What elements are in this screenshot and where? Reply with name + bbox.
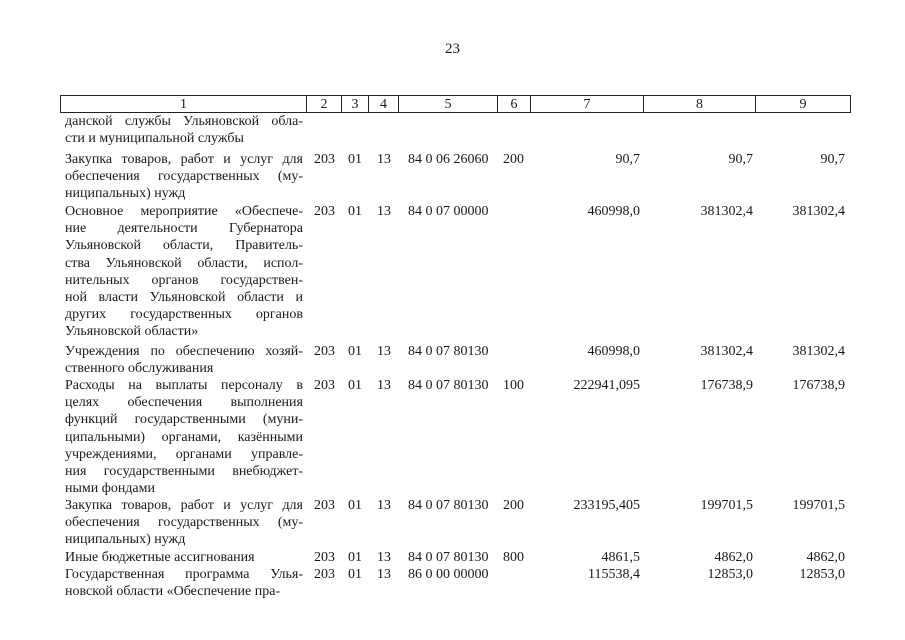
cell-c3: 01 xyxy=(348,204,362,219)
cell-c5: 86 0 00 00000 xyxy=(408,567,489,582)
cell-c9: 381302,4 xyxy=(792,344,845,359)
description-line: ниципальных) нужд xyxy=(65,186,186,202)
description-line: ниципальных) нужд xyxy=(65,532,186,548)
description-line: целях обеспечения выполнения xyxy=(65,395,303,411)
description-line: ния государственными внебюджет- xyxy=(65,464,303,480)
cell-c3: 01 xyxy=(348,344,362,359)
cell-c9: 199701,5 xyxy=(792,498,845,513)
description-line: ние деятельности Губернатора xyxy=(65,221,303,237)
description-line: обеспечения государственных (му- xyxy=(65,515,303,531)
cell-c7: 460998,0 xyxy=(587,204,640,219)
cell-c2: 203 xyxy=(314,152,335,167)
description-line: новской области «Обеспечение пра- xyxy=(65,584,281,600)
cell-c3: 01 xyxy=(348,498,362,513)
cell-c8: 176738,9 xyxy=(700,378,753,393)
description-line: ной власти Ульяновской области и xyxy=(65,290,303,306)
row-description xyxy=(65,549,303,566)
cell-c7: 460998,0 xyxy=(587,344,640,359)
row-description xyxy=(65,566,303,600)
cell-c7: 90,7 xyxy=(615,152,640,167)
cell-c8: 199701,5 xyxy=(700,498,753,513)
description-line: других государственных органов xyxy=(65,307,303,323)
description-line: ципальными) органами, казёнными xyxy=(65,429,303,445)
cell-c7: 222941,095 xyxy=(573,378,640,393)
header-col-9: 9 xyxy=(755,95,851,113)
cell-c5: 84 0 07 80130 xyxy=(408,498,489,513)
header-col-7: 7 xyxy=(530,95,644,113)
header-col-8: 8 xyxy=(643,95,756,113)
cell-c5: 84 0 07 80130 xyxy=(408,550,489,565)
description-line: Учреждения по обеспечению хозяй- xyxy=(65,344,303,359)
cell-c5: 84 0 07 00000 xyxy=(408,204,489,219)
row-description xyxy=(65,343,303,377)
header-col-6: 6 xyxy=(497,95,531,113)
description-line: Основное мероприятие «Обеспече- xyxy=(65,204,303,219)
cell-c9: 4862,0 xyxy=(806,550,845,565)
cell-c4: 13 xyxy=(377,498,391,513)
header-col-3: 3 xyxy=(341,95,369,113)
header-col-2: 2 xyxy=(306,95,342,113)
cell-c7: 233195,405 xyxy=(573,498,640,513)
cell-c2: 203 xyxy=(314,498,335,513)
row-description xyxy=(65,377,303,497)
cell-c9: 176738,9 xyxy=(792,378,845,393)
cell-c2: 203 xyxy=(314,567,335,582)
description-line: Государственная программа Улья- xyxy=(65,567,303,582)
description-line: обеспечения государственных (му- xyxy=(65,169,303,185)
description-line: ственного обслуживания xyxy=(65,361,214,377)
cell-c3: 01 xyxy=(348,378,362,393)
row-description xyxy=(65,151,303,203)
cell-c2: 203 xyxy=(314,344,335,359)
cell-c8: 381302,4 xyxy=(700,204,753,219)
header-col-4: 4 xyxy=(368,95,399,113)
cell-c4: 13 xyxy=(377,550,391,565)
cell-c4: 13 xyxy=(377,567,391,582)
cell-c6: 800 xyxy=(503,550,524,565)
cell-c6: 100 xyxy=(503,378,524,393)
cell-c6: 200 xyxy=(503,498,524,513)
cell-c7: 115538,4 xyxy=(588,567,640,582)
cell-c2: 203 xyxy=(314,378,335,393)
cell-c4: 13 xyxy=(377,152,391,167)
cell-c4: 13 xyxy=(377,378,391,393)
description-line: ными фондами xyxy=(65,481,156,497)
cell-c8: 4862,0 xyxy=(714,550,753,565)
row-description xyxy=(65,113,303,147)
cell-c3: 01 xyxy=(348,550,362,565)
description-line: ства Ульяновской области, испол- xyxy=(65,255,303,271)
cell-c6: 200 xyxy=(503,152,524,167)
header-col-5: 5 xyxy=(398,95,498,113)
cell-c5: 84 0 06 26060 xyxy=(408,152,489,167)
description-line: Расходы на выплаты персоналу в xyxy=(65,378,303,393)
cell-c7: 4861,5 xyxy=(601,550,640,565)
row-description xyxy=(65,497,303,549)
description-line: Закупка товаров, работ и услуг для xyxy=(65,152,303,167)
cell-c9: 90,7 xyxy=(820,152,845,167)
page-number: 23 xyxy=(445,41,460,57)
cell-c4: 13 xyxy=(377,204,391,219)
cell-c3: 01 xyxy=(348,152,362,167)
cell-c8: 12853,0 xyxy=(707,567,753,582)
cell-c9: 381302,4 xyxy=(792,204,845,219)
description-line: данской службы Ульяновской обла- xyxy=(65,114,303,129)
description-line: функций государственными (муни- xyxy=(65,412,303,428)
cell-c2: 203 xyxy=(314,550,335,565)
header-col-1: 1 xyxy=(60,95,307,113)
row-description xyxy=(65,203,303,341)
cell-c2: 203 xyxy=(314,204,335,219)
cell-c3: 01 xyxy=(348,567,362,582)
cell-c5: 84 0 07 80130 xyxy=(408,344,489,359)
description-line: учреждениями, органами управле- xyxy=(65,446,303,462)
description-line: Ульяновской области» xyxy=(65,324,199,340)
description-line: нительных органов государствен- xyxy=(65,272,303,288)
cell-c8: 90,7 xyxy=(728,152,753,167)
cell-c4: 13 xyxy=(377,344,391,359)
cell-c9: 12853,0 xyxy=(799,567,845,582)
description-line: Закупка товаров, работ и услуг для xyxy=(65,498,303,513)
description-line: Иные бюджетные ассигнования xyxy=(65,550,255,565)
cell-c8: 381302,4 xyxy=(700,344,753,359)
description-line: сти и муниципальной службы xyxy=(65,131,244,147)
description-line: Ульяновской области, Правитель- xyxy=(65,238,303,254)
cell-c5: 84 0 07 80130 xyxy=(408,378,489,393)
